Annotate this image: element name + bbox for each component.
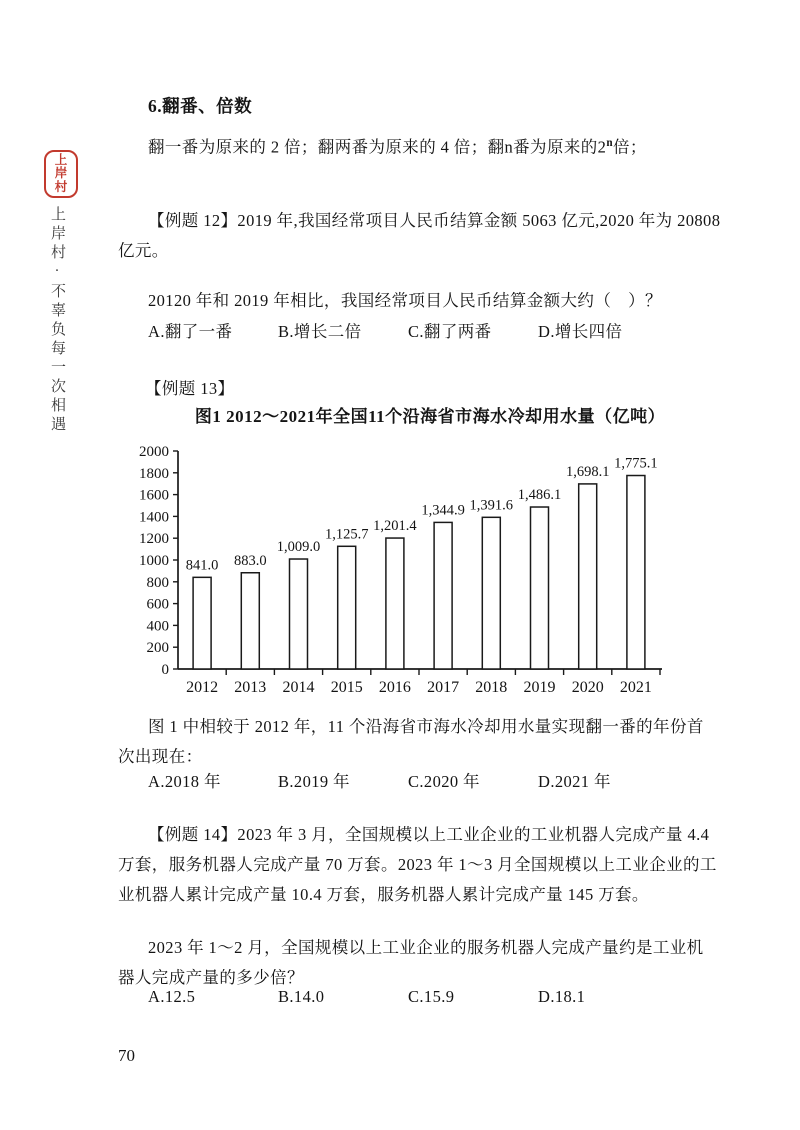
bar-value-label: 1,698.1: [565, 463, 610, 480]
y-axis-tick-label: 1800: [139, 465, 169, 482]
x-axis-tick-label: 2016: [378, 679, 411, 696]
brand-seal: [44, 150, 78, 198]
y-axis-tick-label: 1400: [139, 509, 169, 526]
brand-seal-text: 上岸村: [54, 152, 68, 194]
bar-value-label: 1,125.7: [324, 526, 369, 543]
y-axis-tick-label: 600: [146, 596, 169, 613]
option-b: B.增长二倍: [278, 322, 362, 341]
bar-2021: [627, 476, 645, 669]
x-axis-tick-label: 2018: [475, 679, 508, 696]
bar-chart: [126, 436, 702, 708]
bar-2012: [193, 577, 211, 669]
option-a: A.翻了一番: [148, 322, 233, 341]
bar-2017: [434, 522, 452, 669]
example14-line1: 【例题 14】2023 年 3 月，全国规模以上工业企业的工业机器人完成产量 4.4: [148, 825, 710, 844]
bar-chart-svg: [126, 436, 702, 708]
y-axis-tick-label: 0: [161, 662, 169, 678]
option-d: D.18.1: [538, 987, 586, 1006]
example14-paragraph: [118, 820, 750, 910]
y-axis-tick-label: 1600: [139, 487, 169, 504]
option-a: A.2018 年: [148, 772, 221, 791]
example13-question-line1: 图 1 中相较于 2012 年，11 个沿海省市海水冷却用水量实现翻一番的年份首: [148, 717, 704, 736]
example14-options: [148, 987, 585, 1007]
example12-paragraph: [118, 206, 750, 266]
example14-question-line1: 2023 年 1～2 月，全国规模以上工业企业的服务机器人完成产量约是工业机: [148, 938, 704, 957]
bar-2016: [386, 538, 404, 669]
y-axis-tick-label: 200: [146, 640, 169, 657]
example14-question: [118, 933, 750, 993]
option-c: C.翻了两番: [408, 322, 492, 341]
x-axis-tick-label: 2021: [619, 679, 652, 696]
brand-tagline: 上岸村·不辜负每一次相遇: [49, 206, 65, 435]
bar-value-label: 841.0: [185, 557, 219, 574]
example13-label: 【例题 13】: [145, 379, 235, 398]
example13-options: [148, 768, 611, 792]
x-axis-tick-label: 2014: [282, 679, 315, 696]
example14-question-line2: 器人完成产量的多少倍？: [118, 968, 304, 987]
bar-2015: [338, 546, 356, 669]
bar-value-label: 1,775.1: [614, 455, 658, 472]
section-heading: 6.翻番、倍数: [148, 96, 253, 116]
y-axis-tick-label: 800: [146, 574, 169, 591]
intro-rule-sup: n: [606, 137, 613, 149]
bar-2018: [482, 517, 500, 669]
option-c: C.15.9: [408, 987, 455, 1006]
bar-value-label: 1,486.1: [517, 487, 562, 504]
y-axis-tick-label: 1000: [139, 553, 169, 569]
option-c: C.2020 年: [408, 772, 480, 791]
example13-question: [118, 712, 750, 772]
example14-line3: 业机器人累计完成产量 10.4 万套，服务机器人累计完成产量 145 万套。: [118, 885, 649, 904]
bar-2014: [290, 559, 308, 669]
intro-rule: [148, 128, 647, 163]
example14-line2: 万套，服务机器人完成产量 70 万套。2023 年 1～3 月全国规模以上工业企业的工: [118, 855, 717, 874]
bar-2013: [241, 573, 259, 669]
example12-line1: 【例题 12】2019 年,我国经常项目人民币结算金额 5063 亿元,2020 年为 20808: [148, 211, 721, 230]
option-d: D.增长四倍: [538, 322, 623, 341]
example12-question-line: 20120 年和 2019 年相比，我国经常项目人民币结算金额大约（ ）？: [148, 291, 662, 310]
intro-rule-pre: 翻一番为原来的 2 倍；翻两番为原来的 4 倍；翻n番为原来的2: [148, 137, 607, 157]
x-axis-tick-label: 2012: [186, 679, 219, 696]
x-axis-tick-label: 2017: [427, 679, 460, 696]
y-axis-tick-label: 2000: [139, 444, 169, 460]
x-axis-tick-label: 2019: [523, 679, 556, 696]
example12-options: [148, 318, 622, 342]
option-a: A.12.5: [148, 987, 196, 1006]
bar-value-label: 1,391.6: [469, 497, 514, 514]
page-number: 70: [118, 1046, 135, 1065]
option-d: D.2021 年: [538, 772, 611, 791]
bar-value-label: 883.0: [233, 552, 267, 569]
bar-2020: [579, 484, 597, 669]
y-axis-tick-label: 1200: [139, 531, 169, 548]
option-b: B.14.0: [278, 987, 325, 1006]
intro-rule-post: 倍；: [612, 137, 647, 157]
example12-line2: 亿元。: [118, 241, 169, 260]
x-axis-tick-label: 2015: [330, 679, 363, 696]
example12-question: [118, 286, 750, 316]
y-axis-tick-label: 400: [146, 618, 169, 635]
option-b: B.2019 年: [278, 772, 350, 791]
bar-value-label: 1,009.0: [276, 539, 321, 556]
bar-value-label: 1,344.9: [421, 502, 465, 519]
bar-2019: [531, 507, 549, 669]
bar-value-label: 1,201.4: [373, 518, 417, 535]
chart-title: 图1 2012～2021年全国11个沿海省市海水冷却用水量（亿吨）: [194, 407, 666, 426]
x-axis-tick-label: 2020: [571, 679, 604, 696]
example13-question-line2: 次出现在：: [118, 747, 203, 766]
x-axis-tick-label: 2013: [234, 679, 267, 696]
